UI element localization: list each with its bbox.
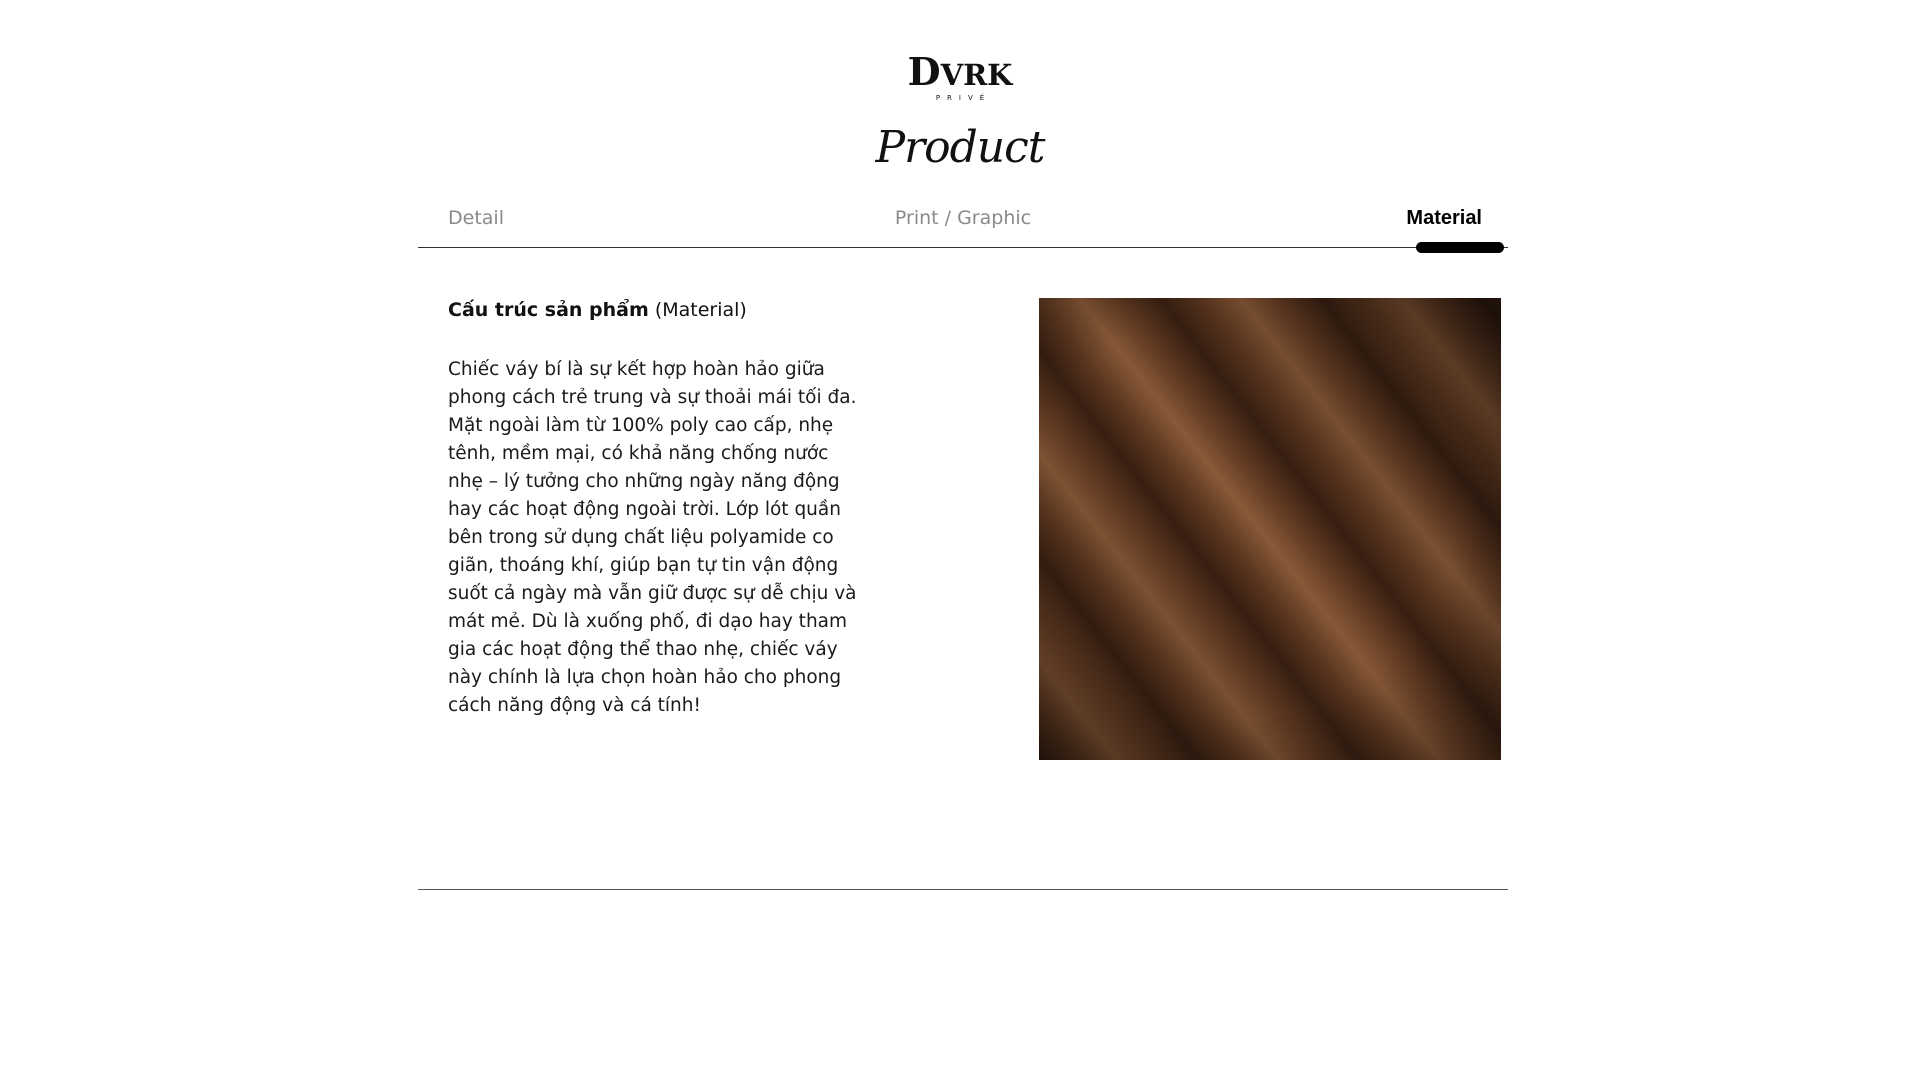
fabric-material-image [1039,298,1501,760]
section-heading [448,297,747,323]
tab-material[interactable]: Material [1406,207,1482,229]
brand-wordmark: DVRK [907,49,1013,94]
brand-tagline: PRIVÉ [935,94,992,102]
material-description [448,356,868,720]
description-line: Chiếc váy bí là sự kết hợp hoàn hảo giữa [448,359,825,380]
active-tab-indicator [1416,242,1504,253]
brand-logo[interactable] [0,49,1920,102]
description-line: phong cách trẻ trung và sự thoải mái tối đa. [448,387,857,408]
description-line: cách năng động và cá tính! [448,695,701,716]
tab-print-graphic[interactable]: Print / Graphic [894,207,1032,229]
description-line: này chính là lựa chọn hoàn hảo cho phong [448,667,842,688]
description-line: gia các hoạt động thể thao nhẹ, chiếc váy [448,639,838,660]
bottom-divider [418,889,1508,890]
description-line: hay các hoạt động ngoài trời. Lớp lót quần [448,499,841,520]
section-heading-bold: Cấu trúc sản phẩm [448,299,649,321]
page-title: Product [875,122,1045,173]
description-line: bên trong sử dụng chất liệu polyamide co [448,527,834,548]
tab-detail[interactable]: Detail [448,207,504,229]
tab-print-graphic-wrapper [418,205,1508,231]
description-line: Mặt ngoài làm từ 100% poly cao cấp, nhẹ [448,415,834,436]
section-heading-suffix: (Material) [654,299,747,321]
tabs-divider [418,247,1508,248]
description-line: mát mẻ. Dù là xuống phố, đi dạo hay tham [448,611,848,632]
description-line: giãn, thoáng khí, giúp bạn tự tin vận động [448,555,839,576]
description-line: nhẹ – lý tưởng cho những ngày năng động [448,471,840,492]
description-line: tênh, mềm mại, có khả năng chống nước [448,443,829,464]
description-line: suốt cả ngày mà vẫn giữ được sự dễ chịu và [448,583,857,604]
product-tabs [418,205,1508,251]
